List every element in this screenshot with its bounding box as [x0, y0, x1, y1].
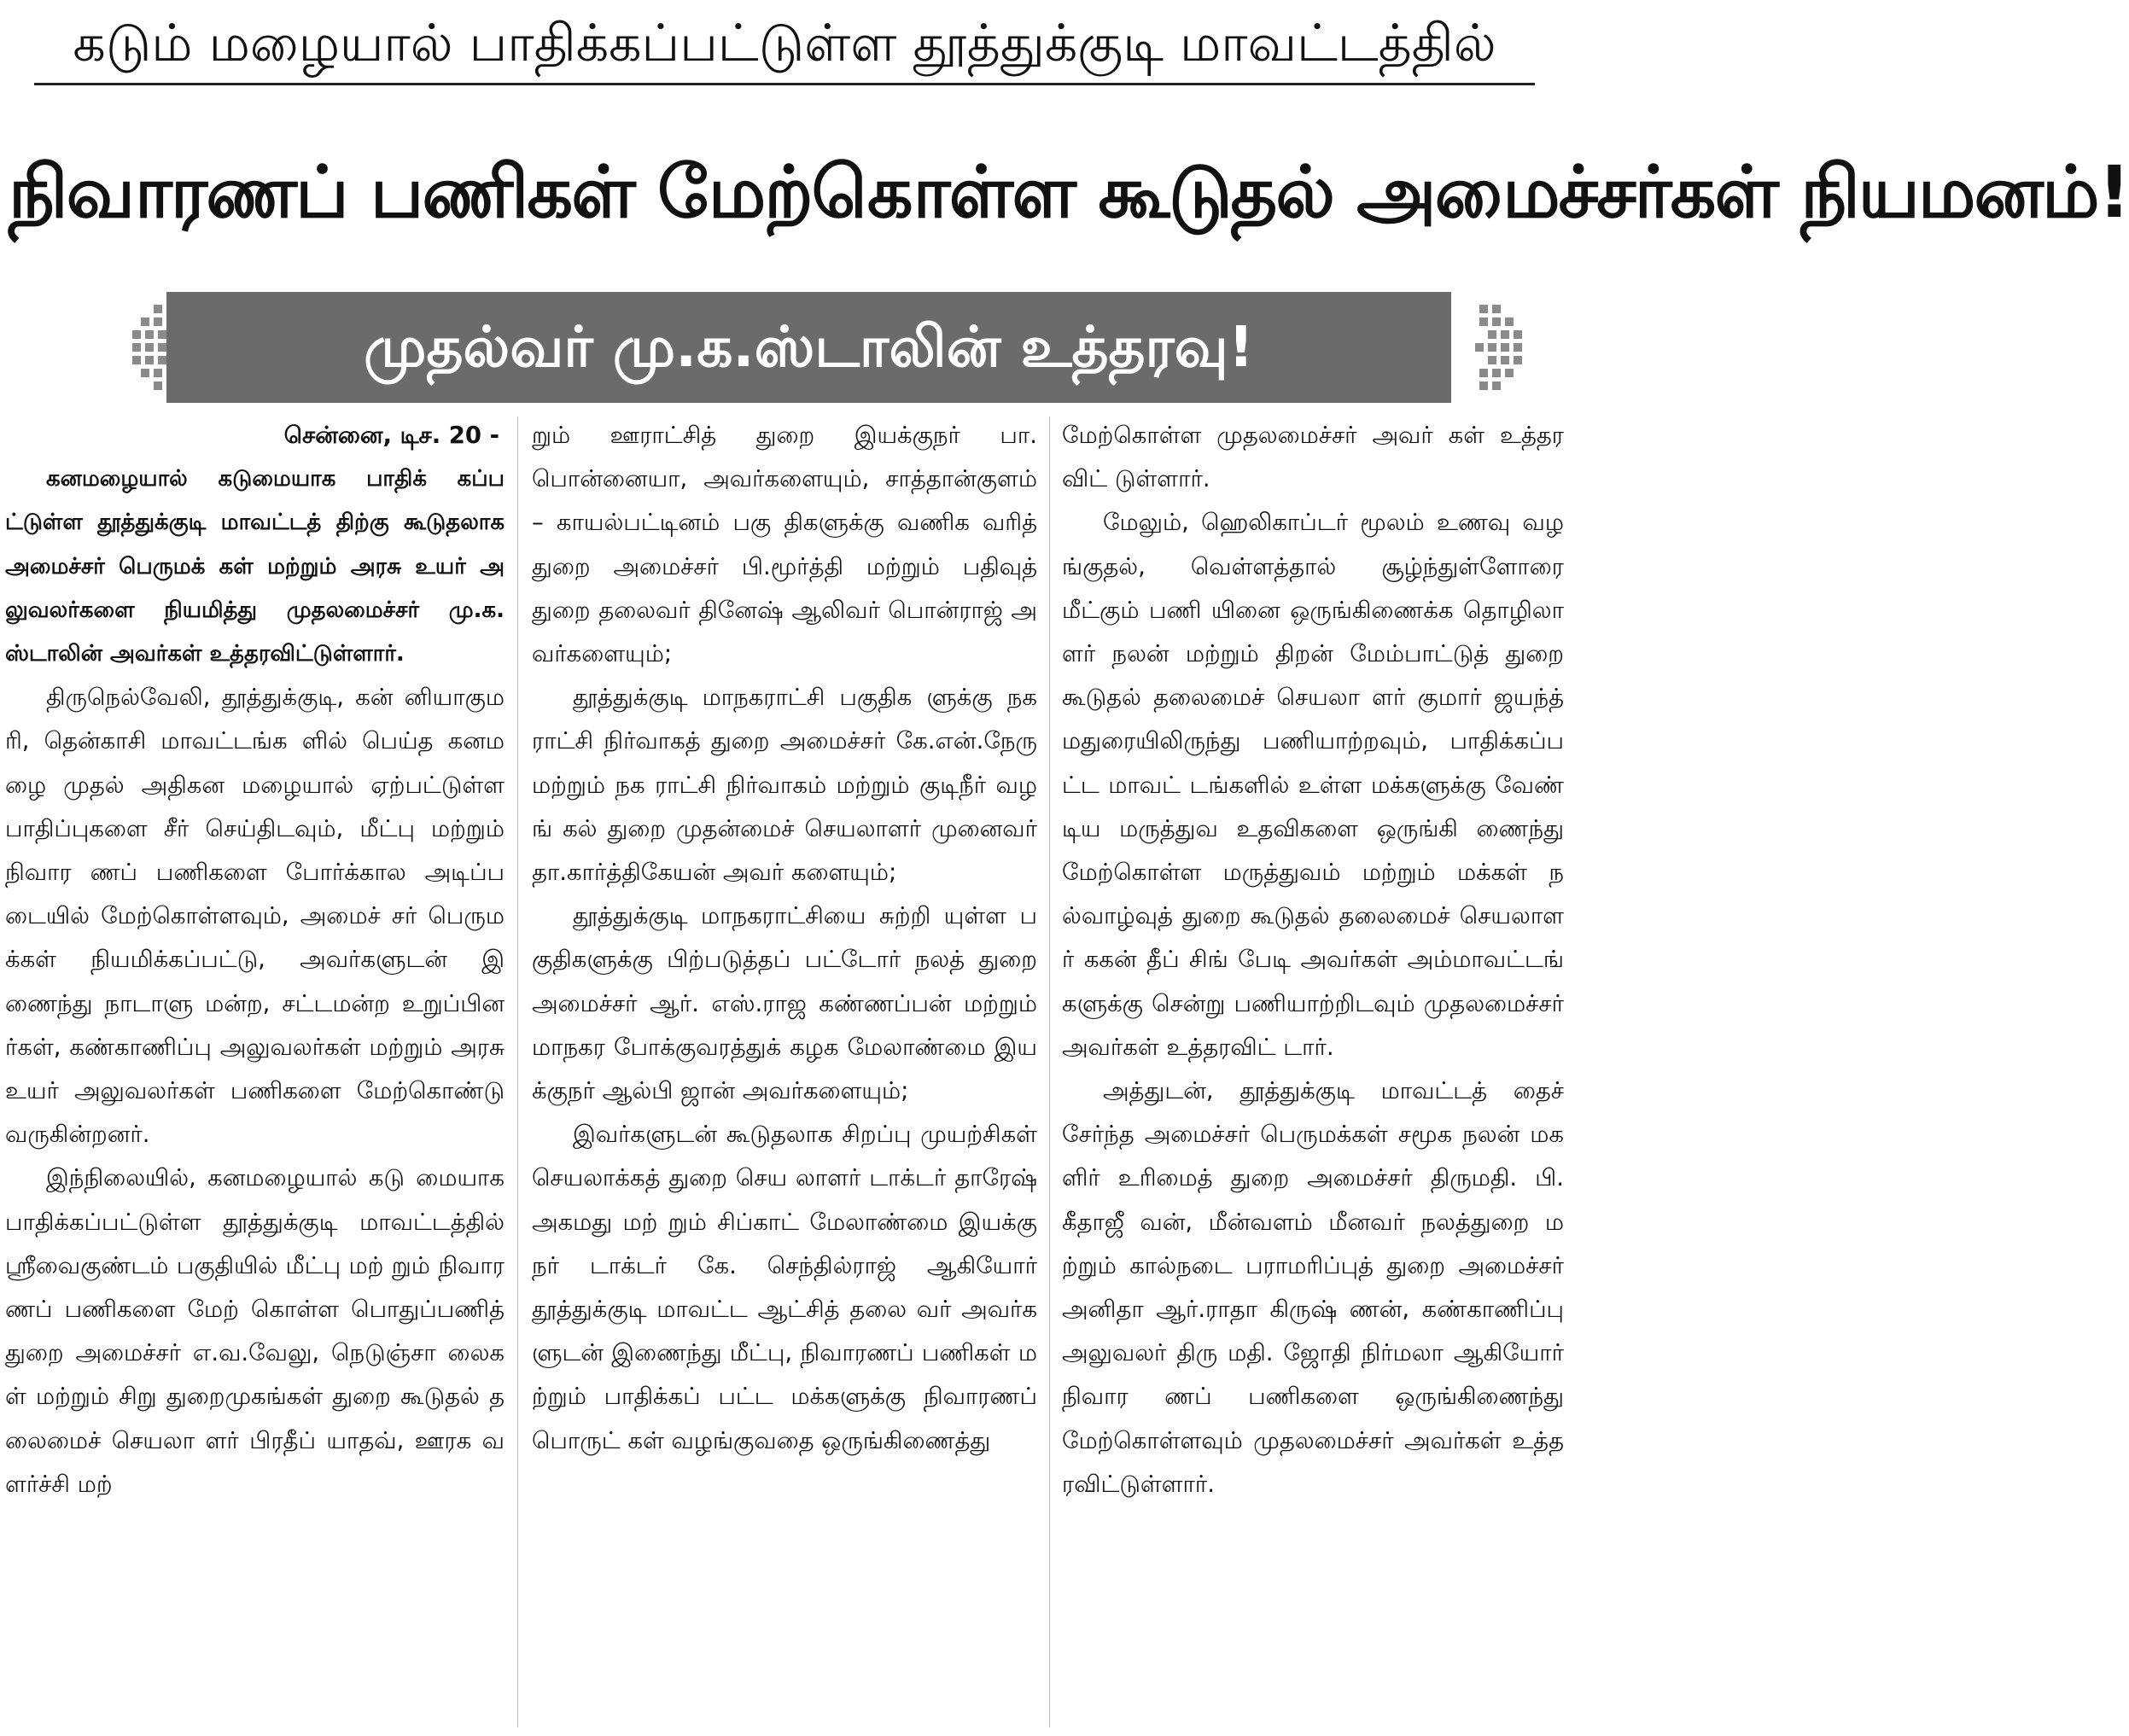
body-paragraph: றும் ஊராட்சித் துறை இயக்குநர் பா.பொன்னையா, அவர்களையும், சாத்தான்குளம் – காயல்பட்டினம் பகு திகளுக்கு வணிக வரித் துறை அமைச்சர் பி.மூர்த்தி மற்றும் பதிவுத் துறை தலைவர் தினேஷ் ஆலிவர் பொன்ராஜ் அவர்களையும்; [532, 422, 1037, 668]
column-divider [1049, 417, 1050, 1727]
body-paragraph: திருநெல்வேலி, தூத்துக்குடி, கன் னியாகுமரி, தென்காசி மாவட்டங்க ளில் பெய்த கனமழை முதல் அதிகன மழையால் ஏற்பட்டுள்ள பாதிப்புகளை சீர் செய்திடவும், மீட்பு மற்றும் நிவார ணப் பணிகளை போர்க்கால அடிப்ப டையில் மேற்கொள்ளவும், அமைச் சர் பெருமக்கள் நியமிக்கப்பட்டு, அவர்களுடன் இணைந்து நாடாளு மன்ற, சட்டமன்ற உறுப்பினர்கள், கண்காணிப்பு அலுவலர்கள் மற்றும் அரசு உயர் அலுவலர்கள் பணிகளை மேற்கொண்டு வருகின்றனர். [5, 684, 505, 1149]
body-paragraph: அத்துடன், தூத்துக்குடி மாவட்டத் தைச் சேர்ந்த அமைச்சர் பெருமக்கள் சமூக நலன் மகளிர் உரிமைத் துறை அமைச்சர் திருமதி. பி.கீதாஜீ வன், மீன்வளம் மீனவர் நலத்துறை மற்றும் கால்நடை பராமரிப்புத் துறை அமைச்சர் அனிதா ஆர்.ராதா கிருஷ் ணன், கண்காணிப்பு அலுவலர் திரு மதி. ஜோதி நிர்மலா ஆகியோர் நிவார ணப் பணிகளை ஒருங்கிணைந்து மேற்கொள்ளவும் முதலமைச்சர் அவர்கள் உத்தரவிட்டுள்ளார். [1062, 1077, 1564, 1498]
dateline: சென்னை, டிச. 20 - [283, 422, 499, 449]
banner-text: முதல்வர் மு.க.ஸ்டாலின் உத்தரவு! [364, 314, 1254, 380]
kicker-rule [34, 83, 1535, 85]
body-paragraph: தூத்துக்குடி மாநகராட்சியை சுற்றி யுள்ள பகுதிகளுக்கு பிற்படுத்தப் பட்டோர் நலத் துறை அமைச்சர் ஆர். எஸ்.ராஜ கண்ணப்பன் மற்றும் மாநகர போக்குவரத்துக் கழக மேலாண்மை இயக்குநர் ஆல்பி ஜான் அவர்களையும்; [532, 902, 1037, 1105]
article-column-1 [5, 414, 505, 1728]
body-paragraph: இந்நிலையில், கனமழையால் கடு மையாக பாதிக்கப்பட்டுள்ள தூத்துக்குடி மாவட்டத்தில் ஸ்ரீவைகுண்டம் பகுதியில் மீட்பு மற் றும் நிவாரணப் பணிகளை மேற் கொள்ள பொதுப்பணித் துறை அமைச்சர் எ.வ.வேலு, நெடுஞ்சா லைகள் மற்றும் சிறு துறைமுகங்கள் துறை கூடுதல் தலைமைச் செயலா ளர் பிரதீப் யாதவ், ஊரக வளர்ச்சி மற் [5, 1164, 505, 1498]
article-column-3 [1062, 414, 1564, 1728]
body-paragraph: இவர்களுடன் கூடுதலாக சிறப்பு முயற்சிகள் செயலாக்கத் துறை செய லாளர் டாக்டர் தாரேஷ் அகமது மற் றும் சிப்காட் மேலாண்மை இயக்கு நர் டாக்டர் கே. செந்தில்ராஜ் ஆகியோர் தூத்துக்குடி மாவட்ட ஆட்சித் தலை வர் அவர்களுடன் இணைந்து மீட்பு, நிவாரணப் பணிகள் மற்றும் பாதிக்கப் பட்ட மக்களுக்கு நிவாரணப் பொருட் கள் வழங்குவதை ஒருங்கிணைத்து [532, 1121, 1037, 1454]
lead-paragraph: கனமழையால் கடுமையாக பாதிக் கப்பட்டுள்ள தூத்துக்குடி மாவட்டத் திற்கு கூடுதலாக அமைச்சர் பெருமக் கள் மற்றும் அரசு உயர் அலுவலர்களை நியமித்து முதலமைச்சர் மு.க.ஸ்டாலின் அவர்கள் உத்தரவிட்டுள்ளார். [5, 466, 505, 667]
kicker-headline: கடும் மழையால் பாதிக்கப்பட்டுள்ள தூத்துக்குடி மாவட்டத்தில் [73, 14, 1496, 73]
body-paragraph: மேலும், ஹெலிகாப்டர் மூலம் உணவு வழங்குதல், வெள்ளத்தால் சூழ்ந்துள்ளோரை மீட்கும் பணி யினை ஒருங்கிணைக்க தொழிலா ளர் நலன் மற்றும் திறன் மேம்பாட்டுத் துறை கூடுதல் தலைமைச் செயலா ளர் குமார் ஜயந்த் மதுரையிலிருந்து பணியாற்றவும், பாதிக்கப்பட்ட மாவட் டங்களில் உள்ள மக்களுக்கு வேண் டிய மருத்துவ உதவிகளை ஒருங்கி ணைந்து மேற்கொள்ள மருத்துவம் மற்றும் மக்கள் நல்வாழ்வுத் துறை கூடுதல் தலைமைச் செயலாளர் ககன் தீப் சிங் பேடி அவர்கள் அம்மாவட்டங் களுக்கு சென்று பணியாற்றிடவும் முதலமைச்சர் அவர்கள் உத்தரவிட் டார். [1062, 509, 1564, 1061]
main-headline: நிவாரணப் பணிகள் மேற்கொள்ள கூடுதல் அமைச்சர்கள் நியமனம்! [9, 150, 2129, 234]
column-divider [517, 417, 518, 1727]
article-column-2 [532, 414, 1037, 1728]
banner-ornament-right-icon [1445, 300, 1526, 394]
body-paragraph: மேற்கொள்ள முதலமைச்சர் அவர் கள் உத்தரவிட் டுள்ளார். [1062, 422, 1564, 493]
subheadline-banner [166, 292, 1451, 403]
body-paragraph: தூத்துக்குடி மாநகராட்சி பகுதிக ளுக்கு நகராட்சி நிர்வாகத் துறை அமைச்சர் கே.என்.நேரு மற்றும் நக ராட்சி நிர்வாகம் மற்றும் குடிநீர் வழங் கல் துறை முதன்மைச் செயலாளர் முனைவர் தா.கார்த்திகேயன் அவர் களையும்; [532, 684, 1037, 887]
